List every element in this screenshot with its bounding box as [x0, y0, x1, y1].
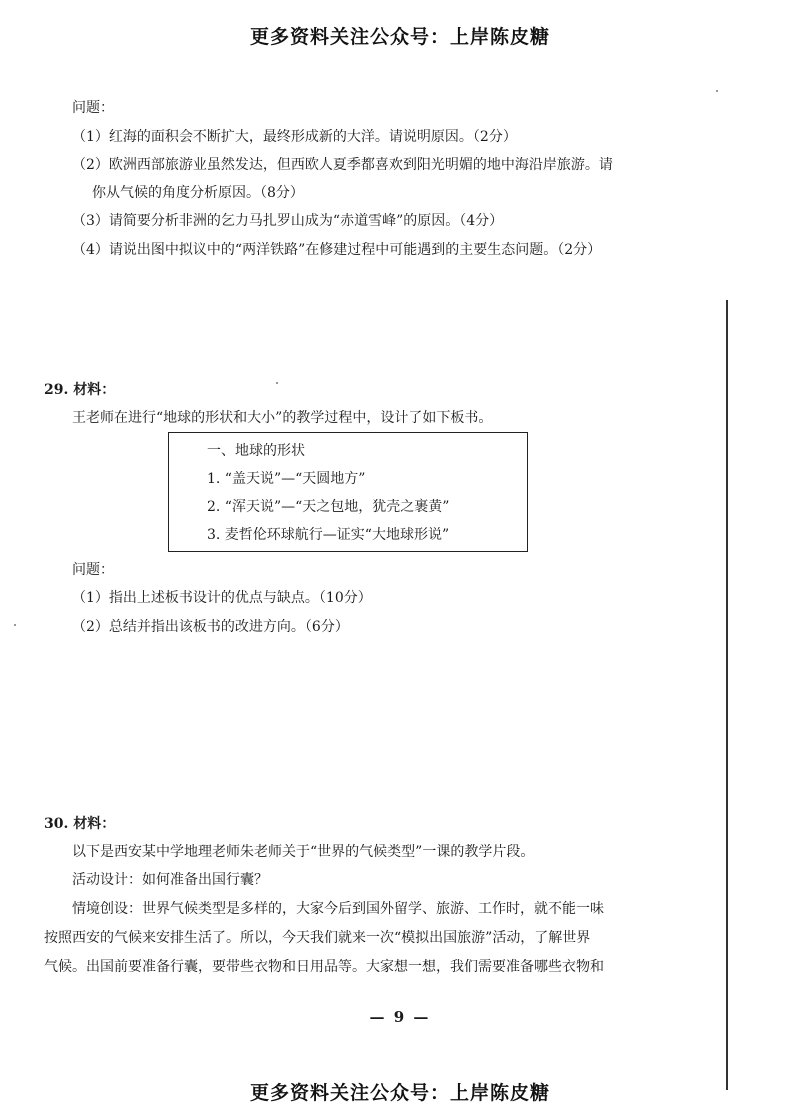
scan-speck: [14, 624, 16, 626]
scan-speck: [716, 90, 718, 92]
q30-line-4: 按照西安的气候来安排生活了。所以，今天我们就来一次“模拟出国旅游”活动，了解世界: [44, 930, 591, 946]
q28-item-3: （3）请简要分析非洲的乞力马扎罗山成为“赤道雪峰”的原因。（4分）: [72, 213, 504, 229]
board-line-3: 2. “浑天说”—“天之包地，犹壳之裹黄”: [207, 499, 450, 515]
q29-item-2: （2）总结并指出该板书的改进方向。（6分）: [72, 619, 349, 635]
q29-intro: 王老师在进行“地球的形状和大小”的教学过程中，设计了如下板书。: [72, 410, 493, 426]
board-line-2: 1. “盖天说”—“天圆地方”: [207, 471, 366, 487]
q30-line-2: 活动设计：如何准备出国行囊？: [72, 872, 268, 888]
header-banner: 更多资料关注公众号：上岸陈皮糖: [249, 26, 550, 48]
board-line-4: 3. 麦哲伦环球航行—证实“大地球形说”: [207, 527, 450, 543]
margin-rule: [726, 300, 728, 1090]
q30-line-5: 气候。出国前要准备行囊，要带些衣物和日用品等。大家想一想，我们需要准备哪些衣物和: [44, 959, 604, 975]
q30-line-3: 情境创设：世界气候类型是多样的，大家今后到国外留学、旅游、工作时，就不能一味: [72, 901, 604, 917]
q28-heading: 问题：: [72, 100, 114, 116]
q28-item-4: （4）请说出图中拟议中的“两洋铁路”在修建过程中可能遇到的主要生态问题。（2分）: [72, 242, 602, 258]
board-line-1: 一、地球的形状: [207, 443, 305, 459]
q28-item-2: （2）欧洲西部旅游业虽然发达，但西欧人夏季都喜欢到阳光明媚的地中海沿岸旅游。请: [72, 157, 613, 173]
q30-label: 30. 材料：: [44, 816, 116, 832]
q28-item-1: （1）红海的面积会不断扩大，最终形成新的大洋。请说明原因。（2分）: [72, 129, 517, 145]
q30-line-1: 以下是西安某中学地理老师朱老师关于“世界的气候类型”一课的教学片段。: [72, 844, 535, 860]
q29-heading: 问题：: [72, 562, 114, 578]
page-number: — 9 —: [369, 1008, 431, 1026]
footer-banner: 更多资料关注公众号：上岸陈皮糖: [249, 1082, 550, 1104]
blackboard-box: [168, 432, 528, 552]
q29-label: 29. 材料：: [44, 382, 116, 398]
q28-item-2-cont: 你从气候的角度分析原因。（8分）: [92, 185, 304, 201]
q29-item-1: （1）指出上述板书设计的优点与缺点。（10分）: [72, 590, 372, 606]
scan-speck: [276, 382, 278, 384]
